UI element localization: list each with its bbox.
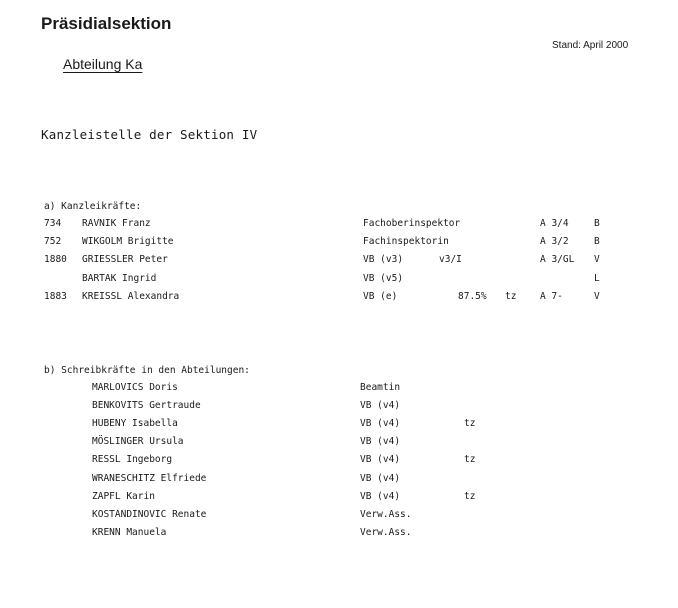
- staff-grade: A 7-: [540, 290, 563, 302]
- staff-scheme: v3/I: [439, 254, 462, 266]
- typist-parttime: tz: [464, 418, 476, 430]
- staff-number: 1883: [44, 290, 67, 302]
- typist-name: BENKOVITS Gertraude: [92, 400, 201, 412]
- staff-category: B: [594, 218, 600, 229]
- staff-title: Fachinspektorin: [363, 236, 449, 248]
- typist-name: MÖSLINGER Ursula: [92, 436, 184, 448]
- staff-grade: A 3/2: [540, 236, 569, 248]
- typist-name: HUBENY Isabella: [92, 418, 178, 430]
- staff-grade: A 3/GL: [540, 254, 575, 266]
- typist-status: VB (v4): [360, 418, 401, 430]
- section-a-heading: a) Kanzleikräfte:: [44, 201, 142, 212]
- department-heading: Abteilung Ka: [63, 56, 143, 72]
- staff-title: VB (e): [363, 290, 398, 302]
- staff-grade: A 3/4: [540, 218, 569, 229]
- staff-number: 734: [44, 218, 62, 229]
- staff-name: RAVNIK Franz: [82, 218, 151, 229]
- office-heading: Kanzleistelle der Sektion IV: [41, 127, 258, 142]
- typist-status: VB (v4): [360, 454, 401, 466]
- typist-name: MARLOVICS Doris: [92, 382, 178, 393]
- stand-date: Stand: April 2000: [552, 40, 629, 51]
- staff-category: V: [594, 290, 600, 302]
- typist-name: RESSL Ingeborg: [92, 454, 173, 466]
- typist-parttime: tz: [464, 454, 476, 466]
- staff-category: B: [594, 236, 600, 248]
- staff-name: BARTAK Ingrid: [82, 272, 157, 284]
- typist-parttime: tz: [464, 490, 476, 502]
- staff-number: 752: [44, 236, 62, 248]
- staff-percentage: 87.5%: [458, 290, 487, 302]
- section-b-heading: b) Schreibkräfte in den Abteilungen:: [44, 365, 250, 376]
- staff-number: 1880: [44, 254, 67, 266]
- staff-parttime: tz: [505, 290, 517, 302]
- staff-name: GRIESSLER Peter: [82, 254, 168, 266]
- typist-name: KRENN Manuela: [92, 526, 167, 538]
- typist-name: WRANESCHITZ Elfriede: [92, 472, 207, 484]
- staff-title: Fachoberinspektor: [363, 218, 461, 229]
- typist-status: Beamtin: [360, 382, 401, 393]
- staff-title: VB (v5): [363, 272, 404, 284]
- typist-status: VB (v4): [360, 472, 401, 484]
- typist-status: VB (v4): [360, 490, 401, 502]
- staff-category: V: [594, 254, 600, 266]
- typist-status: Verw.Ass.: [360, 508, 412, 520]
- staff-name: KREISSL Alexandra: [82, 290, 180, 302]
- typist-status: VB (v4): [360, 400, 401, 412]
- staff-category: L: [594, 272, 600, 284]
- page-title: Präsidialsektion: [41, 14, 172, 33]
- typist-status: VB (v4): [360, 436, 401, 448]
- staff-title: VB (v3): [363, 254, 404, 266]
- typist-status: Verw.Ass.: [360, 526, 412, 538]
- typist-name: KOSTANDINOVIC Renate: [92, 508, 207, 520]
- staff-name: WIKGOLM Brigitte: [82, 236, 174, 248]
- typist-name: ZAPFL Karin: [92, 490, 155, 502]
